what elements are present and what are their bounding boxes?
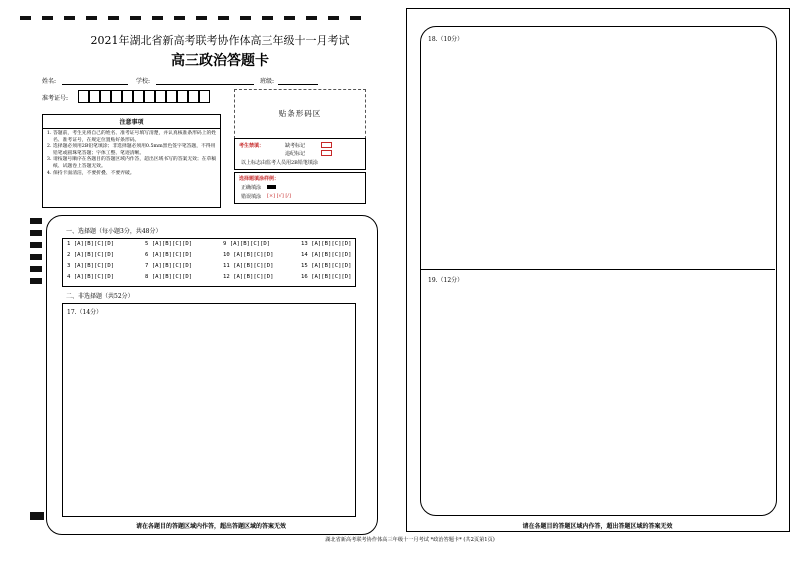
mcq-grid: [62, 238, 356, 287]
school-label: 学校:: [136, 78, 151, 85]
mcq-options[interactable]: [A][B][C][D]: [229, 241, 271, 247]
page-footer: 湖北省新高考联考协作体高三年级十一月考试 *政治答题卡* (共2页第1页): [325, 537, 495, 543]
timing-mark: [30, 254, 42, 260]
timing-mark: [30, 512, 44, 520]
mcq-options[interactable]: [A][B][C][D]: [311, 263, 352, 269]
q17-label: 17.（14分）: [67, 309, 103, 316]
mcq-question-3[interactable]: [67, 263, 114, 269]
mcq-question-11[interactable]: [223, 263, 274, 269]
mcq-options[interactable]: [A][B][C][D]: [233, 263, 274, 269]
fill-sample-box: [234, 172, 366, 204]
dash-mark: [108, 16, 119, 20]
barcode-label: 贴条形码区: [278, 109, 322, 118]
notice-box: [42, 114, 221, 208]
dash-mark: [218, 16, 229, 20]
dash-mark: [42, 16, 53, 20]
right-answer-panel[interactable]: [420, 26, 777, 516]
exam-flag-box: [234, 138, 366, 170]
ticket-digit-box[interactable]: [188, 90, 199, 103]
mcq-options[interactable]: [A][B][C][D]: [233, 252, 274, 258]
ticket-digit-box[interactable]: [133, 90, 144, 103]
mcq-number: 16: [301, 274, 308, 280]
timing-mark: [30, 278, 42, 284]
notice-item: 1. 答题前，考生先将自己的姓名、准考证号填写清楚，并认真核准条形码上的姓名、准考证号，在规定位置贴好条形码。: [53, 131, 220, 144]
mcq-number: 12: [223, 274, 230, 280]
mcq-question-9[interactable]: [223, 241, 270, 247]
mcq-options[interactable]: [A][B][C][D]: [73, 241, 115, 247]
mcq-options[interactable]: [A][B][C][D]: [73, 274, 115, 280]
name-label: 姓名:: [42, 78, 57, 85]
dash-mark: [262, 16, 273, 20]
ticket-digit-box[interactable]: [199, 90, 210, 103]
absent-label: 缺考标记: [285, 143, 306, 149]
ticket-digit-box[interactable]: [111, 90, 122, 103]
mcq-question-15[interactable]: [301, 263, 352, 269]
mcq-number: 1: [67, 241, 71, 247]
mcq-options[interactable]: [A][B][C][D]: [73, 263, 115, 269]
timing-mark: [30, 266, 42, 272]
ticket-digit-box[interactable]: [166, 90, 177, 103]
mcq-number: 4: [67, 274, 71, 280]
dash-mark: [196, 16, 207, 20]
wrong-label: 错误填涂: [241, 194, 262, 200]
mcq-question-16[interactable]: [301, 274, 352, 280]
dash-mark: [130, 16, 141, 20]
sample-title: 选择题填涂样例：: [239, 176, 280, 182]
mcq-question-13[interactable]: [301, 241, 352, 247]
mcq-options[interactable]: [A][B][C][D]: [233, 274, 274, 280]
mcq-options[interactable]: [A][B][C][D]: [151, 263, 193, 269]
filled-sample-icon: [267, 185, 276, 189]
mcq-number: 5: [145, 241, 149, 247]
mcq-number: 9: [223, 241, 227, 247]
ticket-digit-box[interactable]: [100, 90, 111, 103]
violation-label: 违纪标记: [285, 151, 306, 157]
dash-mark: [174, 16, 185, 20]
mcq-options[interactable]: [A][B][C][D]: [73, 252, 115, 258]
mcq-options[interactable]: [A][B][C][D]: [311, 252, 352, 258]
ticket-digit-box[interactable]: [177, 90, 188, 103]
ticket-digit-box[interactable]: [122, 90, 133, 103]
absent-checkbox[interactable]: [321, 142, 332, 148]
mcq-options[interactable]: [A][B][C][D]: [151, 252, 193, 258]
ticket-digit-box[interactable]: [89, 90, 100, 103]
ticket-digit-box[interactable]: [78, 90, 89, 103]
notice-item: 3. 请按题号顺序在各题目的答题区域内作答，超出区域书写的答案无效；在草稿纸、试题卷上答题无效。: [53, 157, 220, 170]
q19-label: 19.（12分）: [428, 277, 464, 284]
dash-mark: [64, 16, 75, 20]
class-label: 班级:: [260, 78, 275, 85]
mcq-question-4[interactable]: [67, 274, 114, 280]
mcq-question-7[interactable]: [145, 263, 192, 269]
mcq-question-5[interactable]: [145, 241, 192, 247]
mcq-question-10[interactable]: [223, 252, 274, 258]
mcq-number: 8: [145, 274, 149, 280]
ticket-label: 准考证号:: [42, 95, 69, 102]
mcq-number: 2: [67, 252, 71, 258]
mcq-question-8[interactable]: [145, 274, 192, 280]
dash-mark: [152, 16, 163, 20]
dash-mark: [20, 16, 31, 20]
school-field[interactable]: [156, 76, 254, 85]
notice-item: 4. 保持卡面清洁，不要折叠、不要弄破。: [53, 171, 220, 178]
mcq-options[interactable]: [A][B][C][D]: [311, 274, 352, 280]
section2-label: 二、非选择题（共52分）: [66, 293, 134, 300]
flag-note: 以上标志由监考人员用2B铅笔填涂: [241, 160, 318, 166]
ticket-digit-box[interactable]: [155, 90, 166, 103]
timing-mark: [30, 218, 42, 224]
mcq-number: 13: [301, 241, 308, 247]
barcode-area: [234, 89, 366, 139]
ticket-digit-box[interactable]: [144, 90, 155, 103]
dash-mark: [240, 16, 251, 20]
dash-mark: [86, 16, 97, 20]
flag-title: 考生禁填：: [239, 143, 265, 149]
mcq-number: 15: [301, 263, 308, 269]
mcq-number: 14: [301, 252, 308, 258]
mcq-options[interactable]: [A][B][C][D]: [151, 241, 193, 247]
mcq-number: 11: [223, 263, 230, 269]
class-field[interactable]: [278, 76, 318, 85]
name-field[interactable]: [62, 76, 128, 85]
mcq-question-14[interactable]: [301, 252, 352, 258]
q18-label: 18.（10分）: [428, 36, 464, 43]
card-title: 高三政治答题卡: [171, 53, 269, 69]
mcq-options[interactable]: [A][B][C][D]: [151, 274, 193, 280]
dash-mark: [306, 16, 317, 20]
left-footer-warning: 请在各题目的答题区域内作答，超出答题区域的答案无效: [135, 523, 286, 530]
mcq-question-1[interactable]: [67, 241, 114, 247]
wrong-marks: [×] [√] [/]: [267, 193, 291, 199]
exam-title: 2021年湖北省新高考联考协作体高三年级十一月考试: [90, 34, 350, 47]
timing-mark: [30, 242, 42, 248]
section1-label: 一、选择题（每小题3分，共48分）: [66, 228, 162, 235]
mcq-question-2[interactable]: [67, 252, 114, 258]
mcq-number: 6: [145, 252, 149, 258]
notice-title: 注意事项: [43, 115, 220, 129]
mcq-number: 7: [145, 263, 149, 269]
mcq-options[interactable]: [A][B][C][D]: [311, 241, 352, 247]
dash-mark: [284, 16, 295, 20]
correct-label: 正确填涂: [241, 185, 262, 191]
q18-q19-divider: [420, 269, 775, 270]
dash-mark: [328, 16, 339, 20]
mcq-number: 10: [223, 252, 230, 258]
timing-mark: [30, 230, 42, 236]
mcq-number: 3: [67, 263, 71, 269]
violation-checkbox[interactable]: [321, 150, 332, 156]
q17-answer-area[interactable]: [62, 303, 356, 517]
mcq-question-6[interactable]: [145, 252, 192, 258]
dash-mark: [350, 16, 361, 20]
mcq-question-12[interactable]: [223, 274, 274, 280]
notice-item: 2. 选择题必须用2B铅笔填涂；非选择题必须用0.5mm黑色签字笔答题，不得用铅笔或圆珠笔答题；字体工整、笔迹清晰。: [53, 144, 220, 157]
right-footer-warning: 请在各题目的答题区域内作答，超出答题区域的答案无效: [522, 523, 673, 530]
